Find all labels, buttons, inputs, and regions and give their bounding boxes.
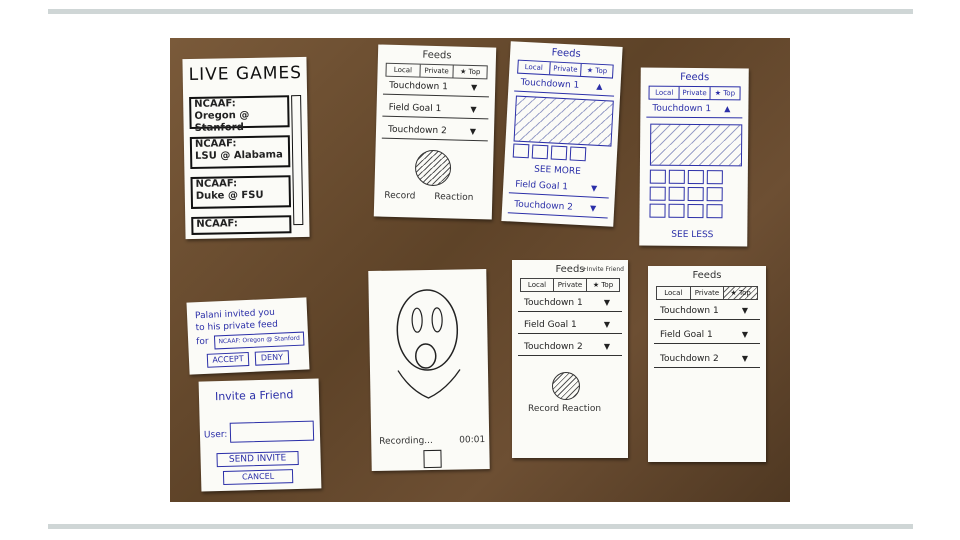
feeds-title: Feeds bbox=[692, 270, 722, 281]
bottom-divider bbox=[48, 524, 913, 529]
recording-timer: 00:01 bbox=[459, 435, 486, 446]
user-label: User: bbox=[203, 429, 228, 441]
feed-name-box: NCAAF: Oregon @ Stanford bbox=[214, 332, 305, 350]
tab-top[interactable]: ★ Top bbox=[592, 281, 614, 289]
reaction-thumb[interactable] bbox=[649, 204, 665, 218]
face-sketch bbox=[368, 269, 489, 431]
feeds-card-expanded bbox=[501, 41, 622, 227]
feed-row-expanded[interactable]: Touchdown 1 ▲ bbox=[514, 73, 615, 96]
reaction-thumb[interactable] bbox=[668, 204, 684, 218]
tab-local[interactable]: Local bbox=[650, 87, 680, 99]
see-less-link[interactable]: SEE LESS bbox=[671, 229, 714, 241]
feed-row-3[interactable]: Touchdown 2 ▼ bbox=[518, 338, 622, 356]
recording-label: Recording... bbox=[379, 435, 433, 447]
send-invite-button[interactable]: SEND INVITE bbox=[216, 451, 298, 467]
feeds-title: Feeds bbox=[680, 71, 710, 84]
feed-row-2[interactable]: Field Goal 1 ▼ bbox=[654, 326, 760, 344]
reaction-thumb[interactable] bbox=[551, 145, 568, 160]
accept-button[interactable]: ACCEPT bbox=[207, 352, 250, 368]
feed-row-1[interactable]: Touchdown 1 ▼ bbox=[518, 294, 622, 312]
feed-row-2[interactable]: Field Goal 1 ▼ bbox=[518, 316, 622, 334]
feed-row-3[interactable]: Touchdown 2 ▼ bbox=[382, 121, 488, 142]
tab-private[interactable]: Private bbox=[691, 287, 725, 299]
reaction-thumb[interactable] bbox=[669, 170, 685, 184]
invite-friend-title: Invite a Friend bbox=[214, 388, 294, 404]
reaction-thumb[interactable] bbox=[706, 204, 722, 218]
deny-button[interactable]: DENY bbox=[255, 350, 290, 365]
tab-private[interactable]: Private bbox=[420, 65, 454, 78]
tab-local[interactable]: Local bbox=[521, 279, 554, 291]
see-more-link[interactable]: SEE MORE bbox=[533, 164, 582, 178]
reaction-thumb[interactable] bbox=[669, 187, 685, 201]
game-item-2[interactable]: NCAAF: LSU @ Alabama bbox=[190, 135, 291, 169]
feeds-title: Feeds bbox=[551, 47, 582, 60]
feed-row-1[interactable]: Touchdown 1 ▼ bbox=[654, 302, 760, 320]
reaction-label: Reaction bbox=[434, 192, 474, 204]
invite-line-3: for bbox=[196, 336, 209, 348]
feed-row-1[interactable]: Touchdown 1 ▼ bbox=[383, 77, 489, 98]
feeds-title: Feeds bbox=[555, 264, 585, 275]
stop-button[interactable] bbox=[423, 450, 441, 468]
tab-top[interactable]: ★ Top bbox=[586, 66, 608, 76]
game-item-1[interactable]: NCAAF: Oregon @ Stanford bbox=[189, 95, 290, 129]
reaction-grid bbox=[513, 143, 587, 161]
feed-row-2[interactable]: Touchdown 2 ▼ bbox=[508, 195, 609, 218]
feed-row-1[interactable]: Field Goal 1 ▼ bbox=[509, 175, 610, 198]
tab-top[interactable]: ★ Top bbox=[724, 287, 757, 299]
feeds-card-public bbox=[374, 44, 496, 219]
invite-line-2: to his private feed bbox=[195, 319, 279, 334]
reaction-thumb[interactable] bbox=[687, 204, 703, 218]
scrollbar[interactable] bbox=[291, 95, 303, 225]
tab-private[interactable]: Private bbox=[680, 87, 710, 99]
feeds-card-see-less bbox=[639, 68, 749, 247]
tab-local[interactable]: Local bbox=[518, 61, 550, 75]
reaction-thumb[interactable] bbox=[688, 187, 704, 201]
feed-tabs bbox=[648, 86, 740, 101]
feed-tabs bbox=[520, 278, 620, 292]
reaction-thumb[interactable] bbox=[650, 187, 666, 201]
top-divider bbox=[48, 9, 913, 14]
record-reaction-label: Record Reaction bbox=[528, 404, 602, 414]
invite-friend-link[interactable]: +Invite Friend bbox=[581, 266, 624, 273]
tab-private[interactable]: Private bbox=[554, 279, 587, 291]
record-button[interactable] bbox=[415, 149, 452, 186]
video-thumbnail[interactable] bbox=[514, 96, 614, 147]
live-games-card bbox=[182, 57, 309, 239]
reaction-thumb[interactable] bbox=[650, 170, 666, 184]
reaction-thumb[interactable] bbox=[513, 143, 530, 158]
record-label: Record bbox=[384, 190, 416, 202]
tab-top[interactable]: ★ Top bbox=[459, 67, 481, 77]
tab-private[interactable]: Private bbox=[550, 62, 582, 76]
record-button[interactable] bbox=[552, 372, 580, 400]
feed-row-2[interactable]: Field Goal 1 ▼ bbox=[382, 99, 488, 120]
tab-top[interactable]: ★ Top bbox=[714, 89, 736, 98]
feed-tabs bbox=[656, 286, 758, 300]
cancel-button[interactable]: CANCEL bbox=[223, 469, 293, 485]
tab-local[interactable]: Local bbox=[386, 64, 420, 77]
user-input[interactable] bbox=[230, 421, 314, 443]
game-item-3[interactable]: NCAAF: Duke @ FSU bbox=[190, 175, 291, 209]
feed-row-3[interactable]: Touchdown 2 ▼ bbox=[654, 350, 760, 368]
feeds-card-top bbox=[648, 266, 766, 462]
reaction-thumb[interactable] bbox=[570, 146, 587, 161]
feed-row-expanded[interactable]: Touchdown 1 ▲ bbox=[646, 100, 742, 119]
video-thumbnail[interactable] bbox=[650, 124, 742, 167]
reaction-thumb[interactable] bbox=[532, 144, 549, 159]
live-games-title: LIVE GAMES bbox=[188, 63, 303, 85]
tab-local[interactable]: Local bbox=[657, 287, 691, 299]
feeds-title: Feeds bbox=[422, 49, 452, 62]
reaction-grid bbox=[649, 170, 722, 219]
corkboard-photo bbox=[170, 38, 790, 502]
recording-card bbox=[368, 269, 489, 471]
game-item-4[interactable]: NCAAF: bbox=[191, 215, 291, 235]
invite-friend-card bbox=[199, 378, 322, 491]
invite-notice-card bbox=[186, 297, 309, 374]
reaction-thumb[interactable] bbox=[688, 170, 704, 184]
reaction-thumb[interactable] bbox=[707, 170, 723, 184]
reaction-thumb[interactable] bbox=[707, 187, 723, 201]
feeds-card-private bbox=[512, 260, 628, 458]
invite-line-1: Palani invited you bbox=[194, 307, 276, 322]
